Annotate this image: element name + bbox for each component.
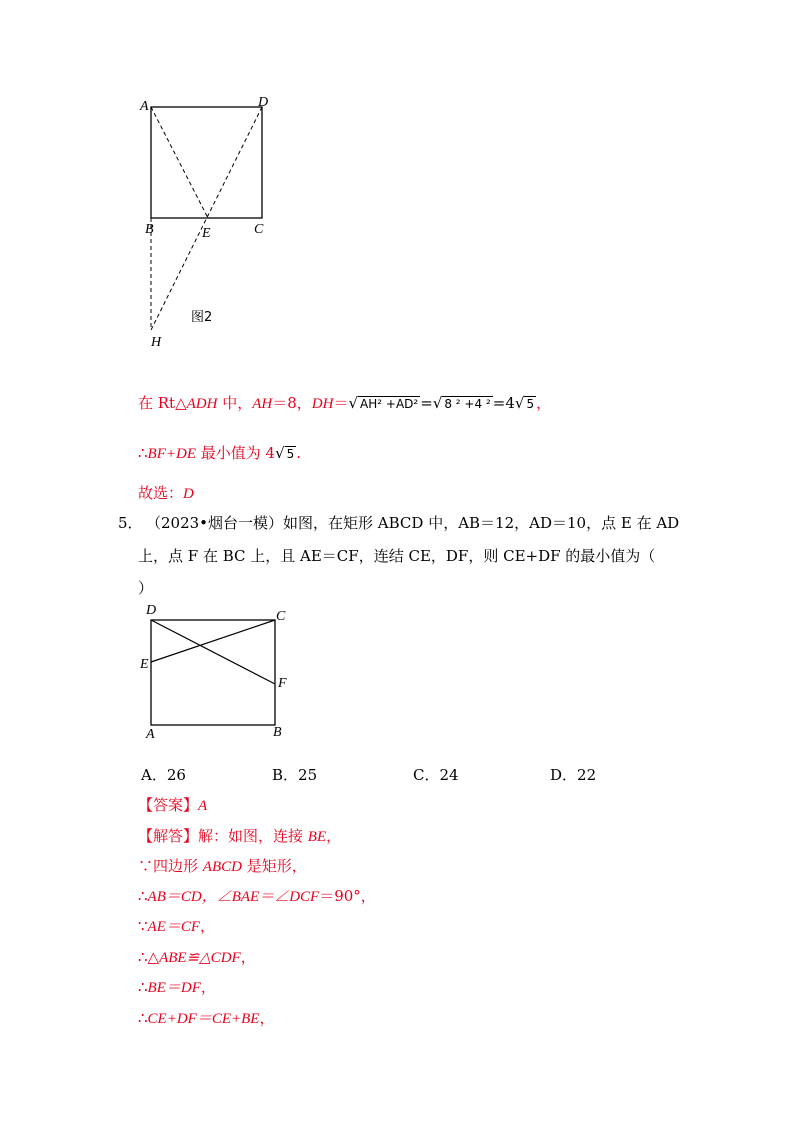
answer-line: 【答案】A [138, 796, 208, 814]
solution-line-2: ∴BF+DE 最小值为 4√ 5 . [138, 444, 302, 462]
label-e: E [140, 657, 149, 672]
label-d: D [258, 95, 269, 110]
question-5-line-2: 上，点 F 在 BC 上，且 AE＝CF，连结 CE，DF，则 CE+DF 的最小值为（ [138, 547, 656, 565]
label-c: C [254, 222, 264, 237]
analysis-line-3: ∵AE＝CF， [138, 917, 216, 935]
question-5-line-3: ） [138, 579, 154, 597]
option-d: D．22 [550, 766, 597, 784]
formula-dh: √ AH² +AD² =√ 8 ² +4 ² =4√ 5 [348, 394, 535, 412]
label-a: A [146, 727, 155, 742]
analysis-line-4: ∴△ABE≌△CDF， [138, 948, 256, 966]
analysis-line-5: ∴BE＝DF， [138, 978, 216, 996]
segment-ec [151, 620, 275, 662]
option-c: C．24 [413, 766, 459, 784]
label-b: B [273, 725, 282, 740]
label-b: B [145, 222, 154, 237]
square-abcd [151, 107, 262, 218]
analysis-line-6: ∴CE+DF＝CE+BE， [138, 1009, 275, 1027]
label-e: E [202, 226, 211, 241]
label-d: D [146, 603, 157, 618]
label-a: A [140, 99, 149, 114]
option-a: A．26 [141, 766, 186, 784]
rectangle-abcd [151, 620, 275, 725]
question-5-line-1: （2023•烟台一模）如图，在矩形 ABCD 中，AB＝12，AD＝10，点 E 在 AD [146, 514, 680, 532]
label-h: H [151, 335, 162, 350]
label-c: C [276, 609, 286, 624]
analysis-line-1: ∵四边形 ABCD 是矩形， [138, 857, 307, 875]
solution-line-1: 在 Rt△ADH 中，AH＝8，DH＝√ AH² +AD² =√ 8 ² +4 ² =4√ 5 ， [138, 394, 552, 412]
analysis-intro: 【解答】解：如图，连接 BE， [138, 827, 342, 845]
figure-5-svg [140, 610, 290, 730]
segment-ae [151, 107, 208, 218]
solution-choice: 故选：D [138, 484, 194, 502]
label-f: F [278, 676, 287, 691]
option-b: B．25 [272, 766, 318, 784]
analysis-line-2: ∴AB＝CD，∠BAE＝∠DCF＝90°， [138, 887, 376, 905]
figure-2-caption: 图2 [191, 310, 213, 325]
question-5-number: 5． [118, 514, 143, 532]
segment-df [151, 620, 275, 684]
